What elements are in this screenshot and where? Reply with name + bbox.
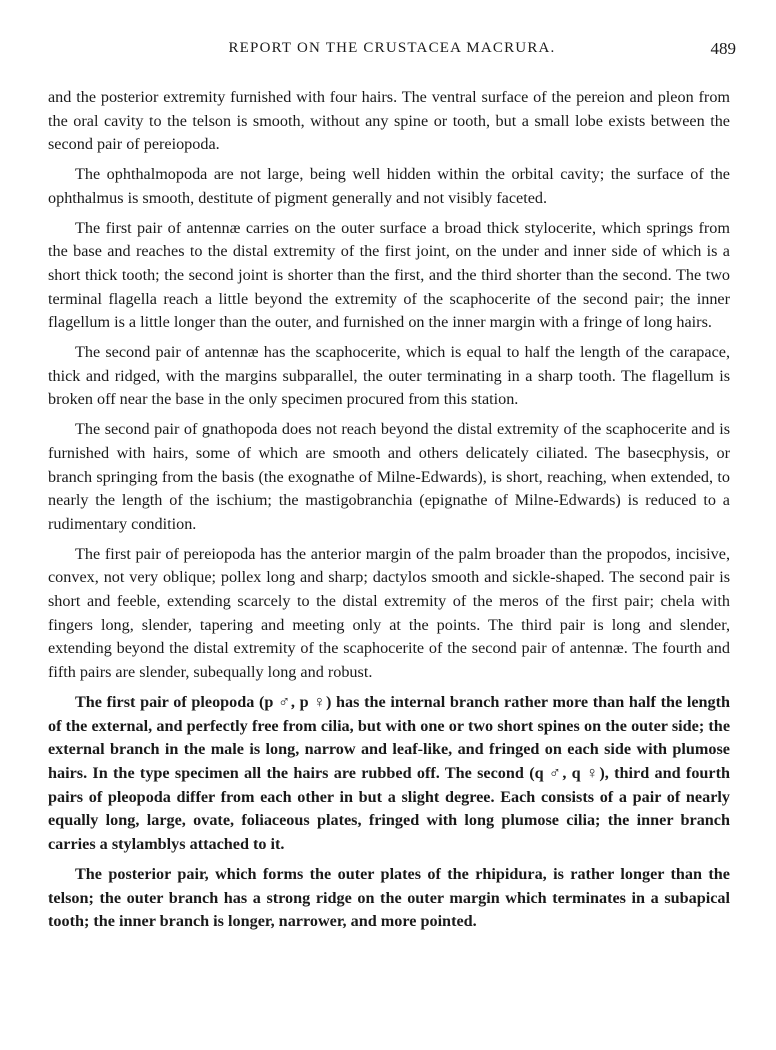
paragraph-pleopoda: The first pair of pleopoda (p ♂, p ♀) has the internal branch rather more than half the length of the external, and perfectly free from cilia, but with one or two short spines on the outer side; the external branch in the male is long, narrow and leaf-like, and fringed on each side with plumose hairs. In the type specimen all the hairs are rubbed off. The second (q ♂, q ♀), third and fourth pairs of pleopoda differ from each other in but a slight degree. Each consists of a pair of nearly equally long, large, ovate, foliaceous plates, fringed with long plumose cilia; the inner branch carries a stylamblys attached to it. <box>48 692 730 854</box>
paragraph-posterior-pair: The posterior pair, which forms the outer plates of the rhipidura, is rather longer than the telson; the outer branch has a strong ridge on the outer margin which terminates in a subapical tooth; the inner branch is longer, narrower, and more pointed. <box>48 864 730 931</box>
paragraph-ventral-surface: and the posterior extremity furnished with four hairs. The ventral surface of the pereion and pleon from the oral cavity to the telson is smooth, without any spine or tooth, but a small lobe exists between the second pair of pereiopoda. <box>48 88 730 154</box>
paragraph-first-antennae: The first pair of antennæ carries on the outer surface a broad thick stylocerite, which springs from the base and reaches to the distal extremity of the first joint, on the under and inner side of which is a short thick tooth; the second joint is shorter than the first, and the third shorter than the second. The two terminal flagella reach a little beyond the extremity of the scaphocerite of the second pair; the inner flagellum is a little longer than the outer, and furnished on the inner margin with a fringe of long hairs. <box>48 218 730 332</box>
page-number: 489 <box>710 39 736 58</box>
paragraph-gnathopoda: The second pair of gnathopoda does not reach beyond the distal extremity of the scaphocerite and is furnished with hairs, some of which are smooth and others delicately ciliated. The basecphysis, or branch springing from the basis (the exognathe of Milne-Edwards), is short, reaching, when extended, to nearly the length of the ischium; the mastigobranchia (epignathe of Milne-Edwards) is reduced to a rudimentary condition. <box>48 420 730 533</box>
running-head <box>48 40 736 64</box>
paragraph-second-antennae: The second pair of antennæ has the scaphocerite, which is equal to half the length of the carapace, thick and ridged, with the margins subparallel, the outer terminating in a sharp tooth. The flagellum is broken off near the base in the only specimen procured from this station. <box>48 343 730 409</box>
paragraph-ophthalmopoda: The ophthalmopoda are not large, being well hidden within the orbital cavity; the surface of the ophthalmus is smooth, destitute of pigment generally and not visibly faceted. <box>48 165 730 207</box>
body-text <box>48 86 730 940</box>
running-title: REPORT ON THE CRUSTACEA MACRURA. <box>228 40 556 56</box>
paragraph-pereiopoda: The first pair of pereiopoda has the anterior margin of the palm broader than the propodos, incisive, convex, not very oblique; pollex long and sharp; dactylos smooth and sickle-shaped. The second pair is short and feeble, extending scarcely to the distal extremity of the meros of the first pair; chela with fingers long, slender, tapering and meeting only at the points. The third pair is long and slender, extending beyond the distal extremity of the scaphocerite of the second pair of antennæ. The fourth and fifth pairs are slender, subequally long and robust. <box>48 544 730 682</box>
